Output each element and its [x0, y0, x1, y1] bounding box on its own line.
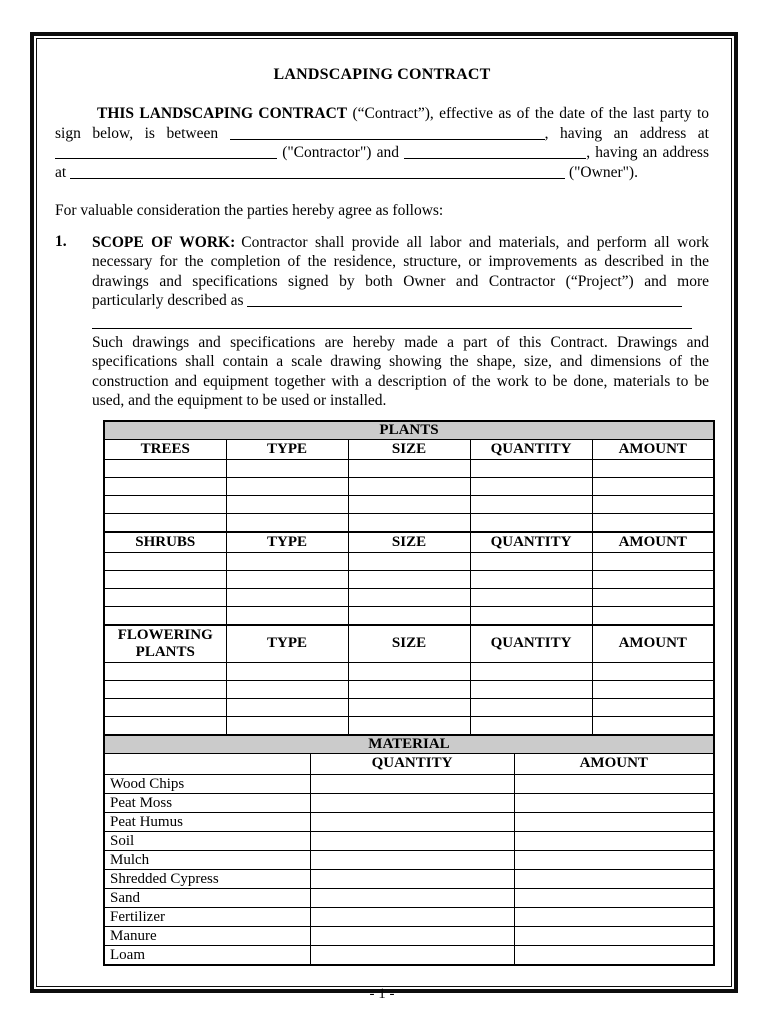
empty-fill-cell[interactable]: [470, 606, 592, 625]
column-header: AMOUNT: [592, 532, 714, 553]
paragraph-text: THIS LANDSCAPING CONTRACT: [97, 105, 348, 122]
fill-in-blank[interactable]: [404, 145, 586, 159]
empty-fill-cell[interactable]: [226, 662, 348, 680]
paragraph-text: , having an address at: [544, 124, 709, 142]
fill-in-blank[interactable]: [247, 293, 682, 307]
empty-fill-cell[interactable]: [104, 459, 226, 477]
empty-fill-cell[interactable]: [592, 513, 714, 532]
empty-fill-cell[interactable]: [104, 606, 226, 625]
empty-fill-cell[interactable]: [470, 477, 592, 495]
drawings-paragraph: Such drawings and specifications are hereby made a part of this Contract. Drawings and specifications shall contain a scale drawing showing the shape, size, and dimensions of the construction and equipment together with a description of the work to be done, materials to be used, and the equipment to be used or installed.: [92, 333, 709, 409]
column-header: SIZE: [348, 532, 470, 553]
table-row: [104, 850, 714, 869]
empty-fill-cell[interactable]: [592, 477, 714, 495]
table-row: [104, 552, 714, 570]
column-header: TYPE: [226, 532, 348, 553]
empty-fill-cell[interactable]: [310, 907, 514, 926]
empty-fill-cell[interactable]: [348, 459, 470, 477]
paragraph-text: ("Contractor") and: [277, 144, 405, 161]
empty-fill-cell[interactable]: [348, 606, 470, 625]
table-row: [104, 926, 714, 945]
empty-fill-cell[interactable]: [592, 459, 714, 477]
table-row: [104, 662, 714, 680]
empty-fill-cell[interactable]: [310, 831, 514, 850]
plants-section-header-row: [104, 439, 714, 459]
scope-of-work-paragraph: [92, 233, 709, 311]
table-row: [104, 945, 714, 965]
material-label-cell: Loam: [104, 945, 310, 965]
empty-fill-cell[interactable]: [310, 793, 514, 812]
paragraph-text: ("Owner").: [565, 163, 638, 181]
material-label-cell: Manure: [104, 926, 310, 945]
table-row: [104, 888, 714, 907]
material-label-cell: Shredded Cypress: [104, 869, 310, 888]
material-label-cell: Fertilizer: [104, 907, 310, 926]
table-row: [104, 812, 714, 831]
empty-fill-cell[interactable]: [348, 495, 470, 513]
empty-fill-cell[interactable]: [226, 495, 348, 513]
empty-fill-cell[interactable]: [104, 716, 226, 735]
empty-fill-cell[interactable]: [514, 793, 714, 812]
empty-fill-cell[interactable]: [226, 552, 348, 570]
empty-fill-cell[interactable]: [104, 570, 226, 588]
empty-fill-cell[interactable]: [514, 812, 714, 831]
page-number: - 1 -: [369, 985, 395, 1002]
fill-in-blank[interactable]: [230, 126, 545, 140]
column-header: SIZE: [348, 625, 470, 663]
column-header: TREES: [104, 439, 226, 459]
empty-fill-cell[interactable]: [310, 869, 514, 888]
column-header: QUANTITY: [470, 625, 592, 663]
plants-band-row: [104, 421, 714, 440]
empty-fill-cell[interactable]: [592, 606, 714, 625]
empty-fill-cell[interactable]: [470, 662, 592, 680]
empty-fill-cell[interactable]: [348, 477, 470, 495]
empty-fill-cell[interactable]: [514, 945, 714, 965]
empty-fill-cell[interactable]: [470, 588, 592, 606]
column-header: SIZE: [348, 439, 470, 459]
table-row: [104, 716, 714, 735]
material-label-cell: Peat Humus: [104, 812, 310, 831]
empty-fill-cell[interactable]: [592, 495, 714, 513]
column-header: QUANTITY: [470, 439, 592, 459]
material-table: [103, 734, 715, 966]
fill-in-blank[interactable]: [92, 315, 692, 329]
column-header: FLOWERING PLANTS: [104, 625, 226, 663]
empty-fill-cell[interactable]: [514, 774, 714, 793]
table-row: [104, 588, 714, 606]
paragraph-text: (“Contract”), effective as of the date of the last party to sign below, is between: [55, 105, 709, 142]
empty-fill-cell[interactable]: [592, 680, 714, 698]
table-row: [104, 606, 714, 625]
empty-fill-cell[interactable]: [470, 716, 592, 735]
table-row: [104, 869, 714, 888]
empty-fill-cell[interactable]: [348, 662, 470, 680]
empty-fill-cell[interactable]: [104, 495, 226, 513]
empty-fill-cell[interactable]: [348, 552, 470, 570]
empty-fill-cell[interactable]: [310, 812, 514, 831]
empty-fill-cell[interactable]: [514, 850, 714, 869]
column-header: TYPE: [226, 625, 348, 663]
page-border-frame: [30, 32, 738, 1002]
empty-fill-cell[interactable]: [470, 552, 592, 570]
table-row: [104, 495, 714, 513]
table-row: [104, 680, 714, 698]
empty-fill-cell[interactable]: [310, 850, 514, 869]
material-label-cell: Mulch: [104, 850, 310, 869]
empty-fill-cell[interactable]: [310, 926, 514, 945]
empty-fill-cell[interactable]: [348, 680, 470, 698]
empty-fill-cell[interactable]: [104, 588, 226, 606]
column-header: AMOUNT: [592, 625, 714, 663]
empty-fill-cell[interactable]: [226, 513, 348, 532]
section-number: 1.: [55, 232, 67, 250]
empty-fill-cell[interactable]: [226, 588, 348, 606]
material-label-cell: Soil: [104, 831, 310, 850]
empty-fill-cell[interactable]: [104, 698, 226, 716]
plants-section-header-row: [104, 625, 714, 663]
empty-fill-cell[interactable]: [348, 698, 470, 716]
table-row: [104, 698, 714, 716]
empty-fill-cell[interactable]: [226, 698, 348, 716]
plants-table-title: PLANTS: [104, 421, 714, 440]
column-header: QUANTITY: [470, 532, 592, 553]
paragraph-text: , having an address at: [55, 144, 709, 181]
empty-fill-cell[interactable]: [348, 716, 470, 735]
empty-fill-cell[interactable]: [514, 926, 714, 945]
empty-fill-cell[interactable]: [104, 680, 226, 698]
paragraph-text: Contractor shall provide all labor and materials, and perform all work necessary for the completion of the residence, structure, or improvements as described in the drawings and specifications signed by both Owner and Contractor (“Project”) and more particularly described as: [92, 233, 709, 309]
empty-fill-cell[interactable]: [348, 588, 470, 606]
empty-fill-cell[interactable]: [592, 552, 714, 570]
table-row: [104, 907, 714, 926]
material-label-cell: Sand: [104, 888, 310, 907]
table-row: [104, 793, 714, 812]
empty-fill-cell[interactable]: [104, 513, 226, 532]
empty-fill-cell[interactable]: [514, 831, 714, 850]
column-header: SHRUBS: [104, 532, 226, 553]
empty-fill-cell[interactable]: [592, 698, 714, 716]
empty-fill-cell[interactable]: [470, 459, 592, 477]
consideration-line: For valuable consideration the parties hereby agree as follows:: [55, 202, 444, 219]
empty-fill-cell[interactable]: [592, 588, 714, 606]
empty-fill-cell[interactable]: [514, 888, 714, 907]
material-label-cell: Wood Chips: [104, 774, 310, 793]
table-row: [104, 477, 714, 495]
table-row: [104, 831, 714, 850]
empty-fill-cell[interactable]: [310, 945, 514, 965]
empty-fill-cell[interactable]: [470, 495, 592, 513]
column-header: TYPE: [226, 439, 348, 459]
empty-fill-cell[interactable]: [310, 888, 514, 907]
intro-paragraph: [55, 104, 709, 182]
plants-section-header-row: [104, 532, 714, 553]
empty-fill-cell[interactable]: [104, 552, 226, 570]
empty-fill-cell[interactable]: [470, 698, 592, 716]
empty-fill-cell[interactable]: [470, 570, 592, 588]
column-header: AMOUNT: [514, 753, 714, 774]
empty-fill-cell[interactable]: [514, 907, 714, 926]
material-table-title: MATERIAL: [104, 735, 714, 754]
empty-fill-cell[interactable]: [226, 477, 348, 495]
empty-fill-cell[interactable]: [226, 680, 348, 698]
empty-fill-cell[interactable]: [592, 570, 714, 588]
material-label-cell: Peat Moss: [104, 793, 310, 812]
column-header: AMOUNT: [592, 439, 714, 459]
empty-fill-cell[interactable]: [470, 680, 592, 698]
empty-fill-cell[interactable]: [226, 459, 348, 477]
description-continuation-blank-row: [92, 314, 709, 330]
empty-fill-cell[interactable]: [104, 477, 226, 495]
material-band-row: [104, 735, 714, 754]
section-1: [55, 233, 709, 411]
empty-fill-cell[interactable]: [104, 662, 226, 680]
column-header: [104, 753, 310, 774]
page-content-area: [36, 38, 732, 1002]
plants-table: [103, 420, 715, 736]
material-header-row: [104, 753, 714, 774]
fill-in-blank[interactable]: [70, 165, 565, 179]
table-row: [104, 570, 714, 588]
document-title: LANDSCAPING CONTRACT: [273, 66, 491, 83]
empty-fill-cell[interactable]: [348, 513, 470, 532]
empty-fill-cell[interactable]: [226, 570, 348, 588]
empty-fill-cell[interactable]: [514, 869, 714, 888]
table-row: [104, 513, 714, 532]
empty-fill-cell[interactable]: [226, 606, 348, 625]
column-header: QUANTITY: [310, 753, 514, 774]
scope-of-work-heading: SCOPE OF WORK:: [92, 233, 236, 251]
empty-fill-cell[interactable]: [592, 716, 714, 735]
empty-fill-cell[interactable]: [348, 570, 470, 588]
empty-fill-cell[interactable]: [592, 662, 714, 680]
empty-fill-cell[interactable]: [226, 716, 348, 735]
empty-fill-cell[interactable]: [470, 513, 592, 532]
empty-fill-cell[interactable]: [310, 774, 514, 793]
fill-in-blank[interactable]: [55, 145, 277, 159]
table-row: [104, 774, 714, 793]
table-row: [104, 459, 714, 477]
